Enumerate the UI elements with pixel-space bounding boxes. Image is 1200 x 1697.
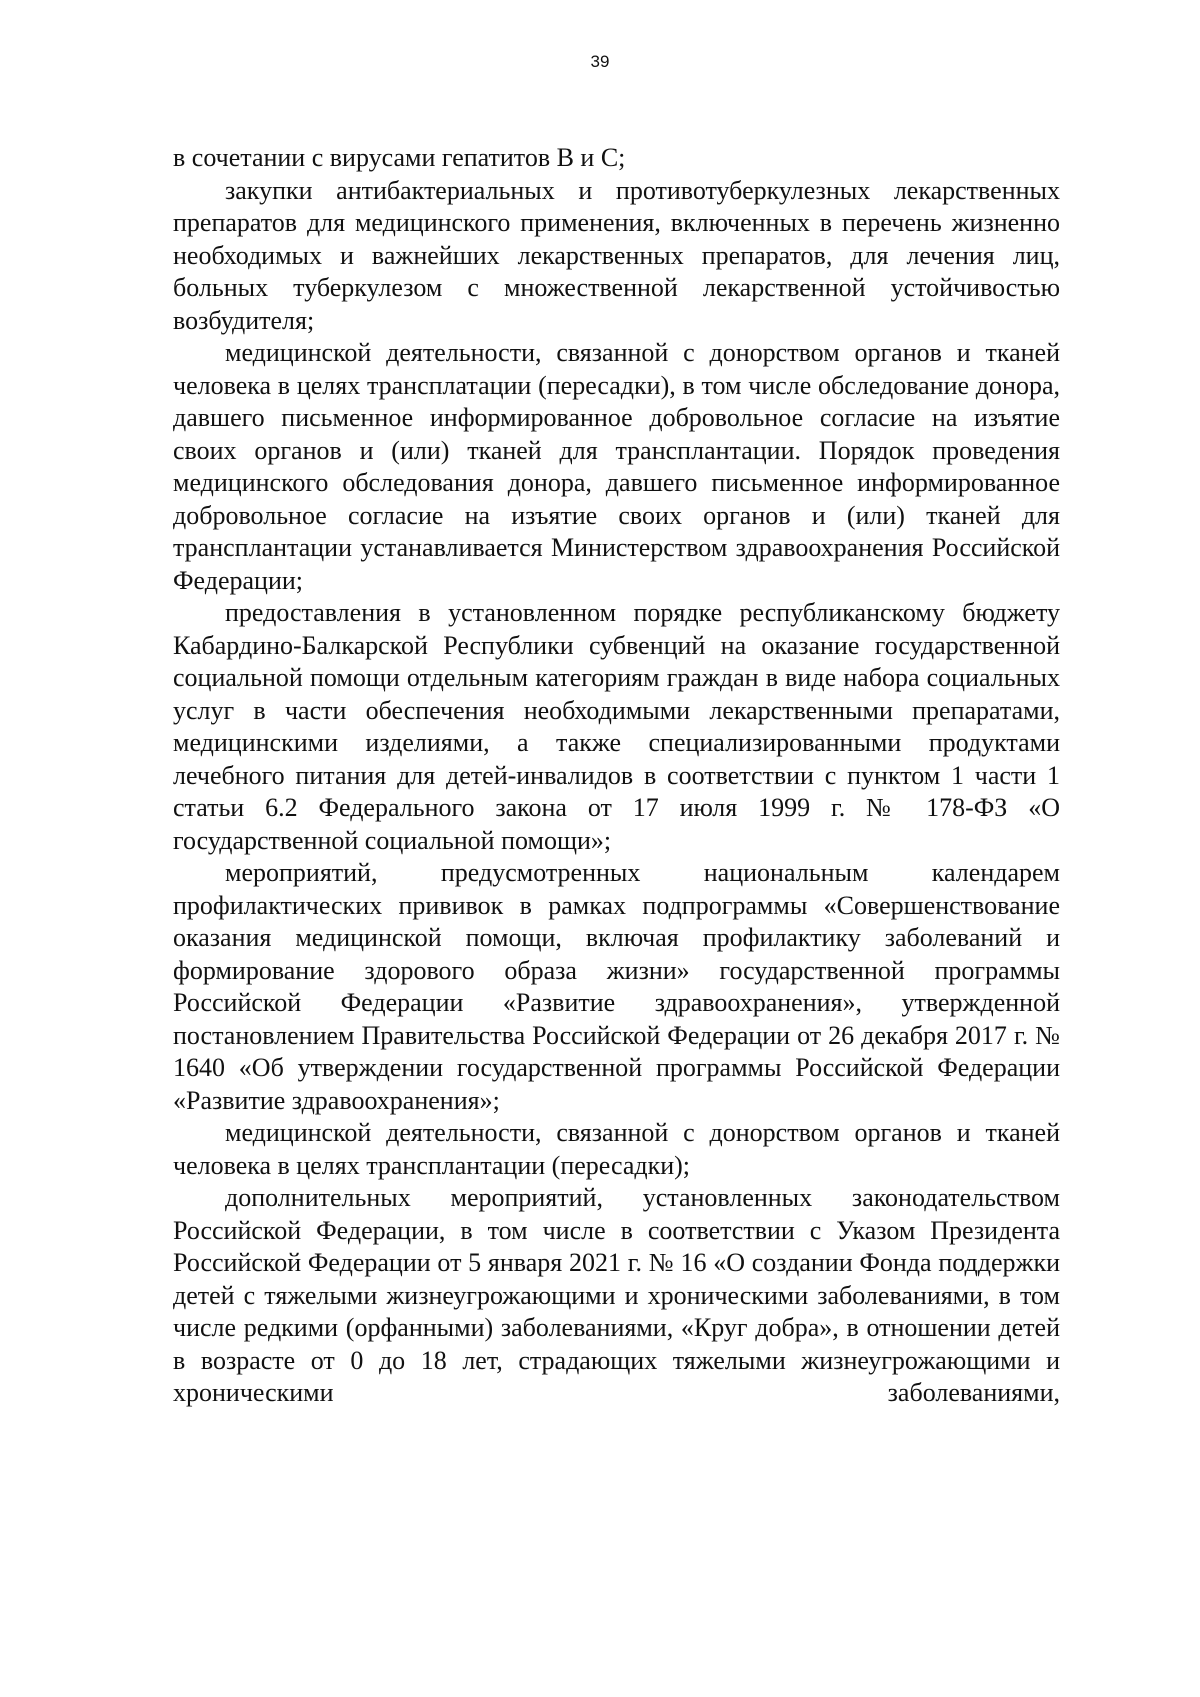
document-body: [173, 142, 1060, 1410]
paragraph-transplantation: медицинской деятельности, связанной с донорством органов и тканей человека в целях трансплантации (пересадки);: [173, 1118, 1060, 1180]
paragraph-antibacterial-purchases: закупки антибактериальных и противотуберкулезных лекарственных препаратов для медицинского применения, включенных в перечень жизненно необходимых и важнейших лекарственных препаратов, для лечения лиц, больных туберкулезом с множественной лекарственной устойчивостью возбудителя;: [173, 175, 1060, 335]
paragraph-additional-measures: дополнительных мероприятий, установленных законодательством Российской Федерации, в том числе в соответствии с Указом Президента Российской Федерации от 5 января 2021 г. № 16 «О создании Фонда поддержки детей с тяжелыми жизнеугрожающими и хроническими заболеваниями, в том числе редкими (орфанными) заболеваниями, «Круг добра», в отношении детей в возрасте от 0 до 18 лет, страдающих тяжелыми жизнеугрожающими и хроническими заболеваниями,: [173, 1183, 1060, 1407]
paragraph-organ-donation-examination: медицинской деятельности, связанной с донорством органов и тканей человека в целях трансплатации (пересадки), в том числе обследование донора, давшего письменное информированное добровольное согласие на изъятие своих органов и (или) тканей для трансплантации. Порядок проведения медицинского обследования донора, давшего письменное информированное добровольное согласие на изъятие своих органов и (или) тканей для трансплантации устанавливается Министерством здравоохранения Российской Федерации;: [173, 338, 1060, 595]
page-number: 39: [590, 52, 610, 71]
paragraph-vaccination-calendar: мероприятий, предусмотренных национальным календарем профилактических прививок в рамках подпрограммы «Совершенствование оказания медицинской помощи, включая профилактику заболеваний и формирование здорового образа жизни» государственной программы Российской Федерации «Развитие здравоохранения», утвержденной постановлением Правительства Российской Федерации от 26 декабря 2017 г. № 1640 «Об утверждении государственной программы Российской Федерации «Развитие здравоохранения»;: [173, 858, 1060, 1115]
paragraph-hepatitis: в сочетании с вирусами гепатитов B и C;: [173, 143, 626, 172]
paragraph-subventions: предоставления в установленном порядке республиканскому бюджету Кабардино-Балкарской Республики субвенций на оказание государственной социальной помощи отдельным категориям граждан в виде набора социальных услуг в части обеспечения необходимыми лекарственными препаратами, медицинскими изделиями, а также специализированными продуктами лечебного питания для детей-инвалидов в соответствии с пунктом 1 части 1 статьи 6.2 Федерального закона от 17 июля 1999 г. № 178-ФЗ «О государственной социальной помощи»;: [173, 598, 1060, 855]
